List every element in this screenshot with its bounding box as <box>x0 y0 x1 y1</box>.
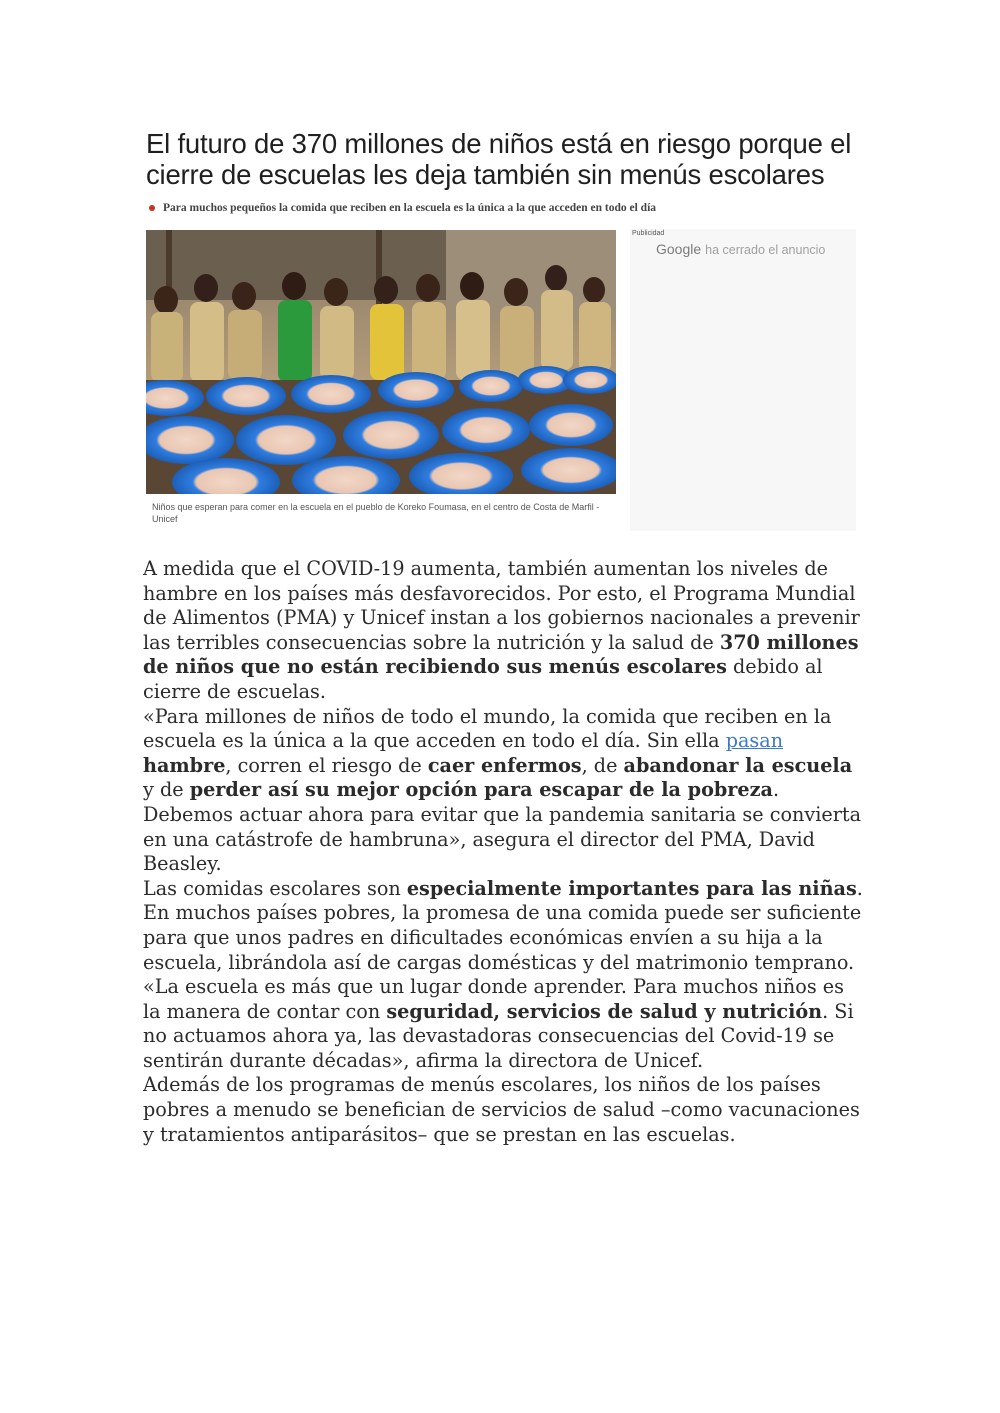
text-run: Las comidas escolares son <box>143 876 407 900</box>
bold-run: caer enfermos <box>427 753 582 777</box>
paragraph-4 <box>143 975 863 1073</box>
article-body <box>143 557 863 1147</box>
text-run: Además de los programas de menús escolares, los niños de los países pobres a menudo se benefician de servicios de salud –como vacunaciones y tratamientos antiparásitos– que se prestan en las escuelas. <box>143 1073 860 1146</box>
subheadline <box>146 201 866 215</box>
bold-run: especialmente importantes para las niñas <box>406 876 857 900</box>
bullet-dot-icon <box>149 205 155 211</box>
paragraph-5 <box>143 1073 863 1147</box>
text-run: . Si no actuamos ahora ya, las devastadoras consecuencias del Covid-19 se sentirán durante décadas», afirma la directora de Unicef. <box>143 999 854 1072</box>
text-run: , corren el riesgo de <box>225 753 428 777</box>
text-run: debido al cierre de escuelas. <box>143 655 823 703</box>
text-run: . En muchos países pobres, la promesa de una comida puede ser suficiente para que unos padres en dificultades económicas envíen a su hija a la escuela, librándola así de cargas domésticas y del matrimonio temprano. <box>143 876 863 974</box>
text-run: «La escuela es más que un lugar donde aprender. Para muchos niños es la manera de contar con <box>143 975 844 1023</box>
bold-run: 370 millones de niños que no están recibiendo sus menús escolares <box>143 630 859 679</box>
subheadline-text: Para muchos pequeños la comida que reciben en la escuela es la única a la que acceden en todo el día <box>163 202 657 214</box>
bold-run: abandonar la escuela <box>623 753 853 777</box>
pasan-link[interactable]: pasan <box>725 729 784 753</box>
headline <box>146 128 866 190</box>
photo-figure <box>146 230 616 528</box>
headline-line-2: cierre de escuelas les deja también sin menús escolares <box>146 159 825 190</box>
paragraph-3 <box>143 877 863 975</box>
ad-closed-text: ha cerrado el anuncio <box>705 243 826 257</box>
children-lunch-photo <box>146 230 616 494</box>
text-run: A medida que el COVID-19 aumenta, también aumentan los niveles de hambre en los países más desfavorecidos. Por esto, el Programa Mundial de Alimentos (PMA) y Unicef instan a los gobiernos nacionales a prevenir las terribles consecuencias sobre la nutrición y la salud de <box>143 557 860 654</box>
photo-caption: Niños que esperan para comer en la escuela en el pueblo de Koreko Foumasa, en el centro de Costa de Marfil - Unicef <box>152 502 600 524</box>
bold-run: hambre <box>143 753 226 777</box>
text-run: . Debemos actuar ahora para evitar que la pandemia sanitaria se convierta en una catástrofe de hambruna», asegura el director del PMA, David Beasley. <box>143 778 862 876</box>
text-run: y de <box>143 778 190 802</box>
paragraph-1 <box>143 557 863 705</box>
ad-slot <box>630 229 856 531</box>
paragraph-2 <box>143 705 863 877</box>
headline-line-1: El futuro de 370 millones de niños está en riesgo porque el <box>146 128 852 159</box>
bold-run: perder así su mejor opción para escapar de la pobreza <box>189 778 773 802</box>
text-run: , de <box>581 753 624 777</box>
ad-closed-notice <box>656 241 825 257</box>
bold-run: seguridad, servicios de salud y nutrición <box>386 999 823 1023</box>
ad-label: Publicidad <box>632 230 665 237</box>
text-run: «Para millones de niños de todo el mundo, la comida que reciben en la escuela es la única a la que acceden en todo el día. Sin ella <box>143 704 832 753</box>
google-logo: Google <box>656 241 702 257</box>
